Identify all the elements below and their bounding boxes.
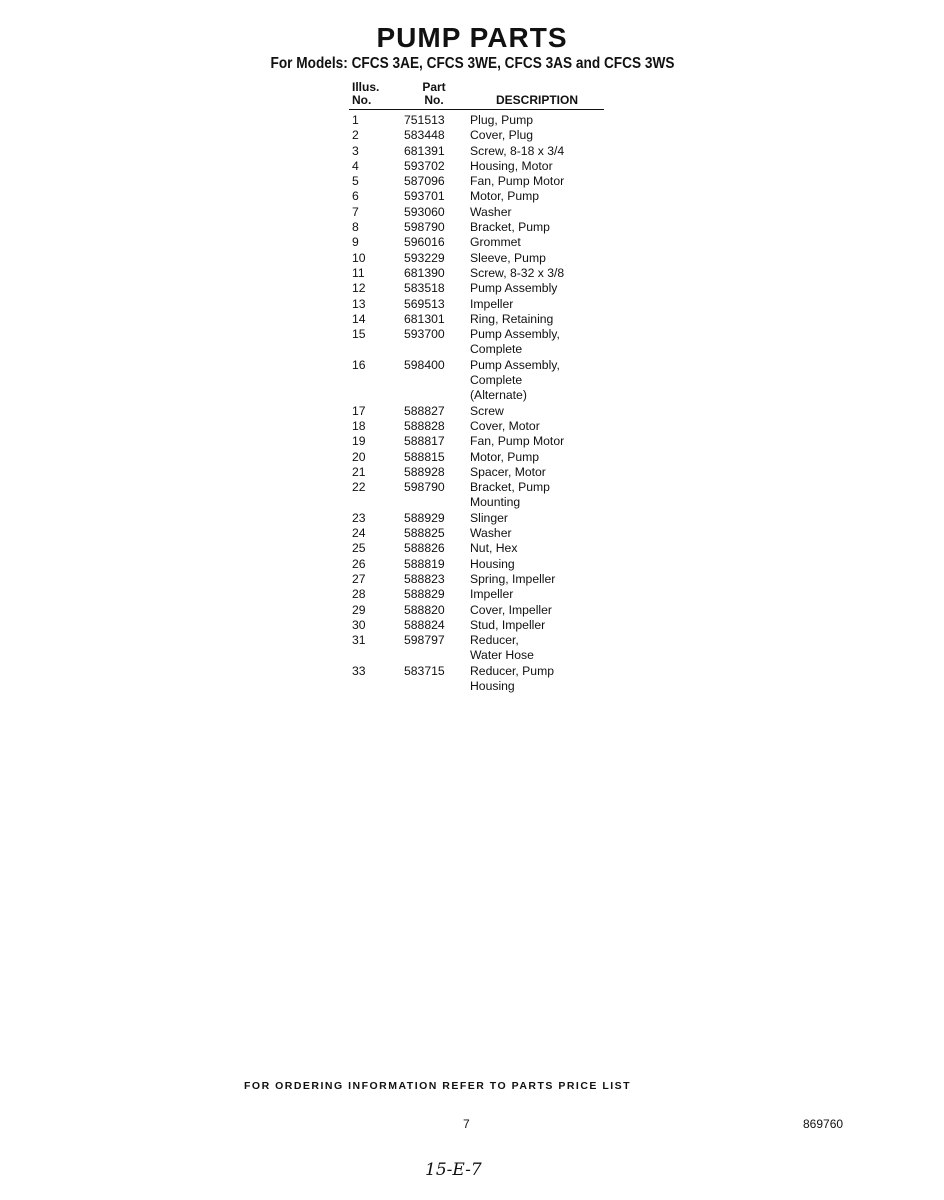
header-illus-no: Illus. No. [352,80,380,107]
part-no-cell: 593060 [404,204,445,219]
table-row [349,419,604,434]
table-row [349,541,604,556]
table-body [349,110,604,695]
description-cell: Motor, Pump [470,189,540,204]
description-cell: Pump Assembly [470,281,558,296]
description-cell: Cover, Motor [470,418,540,433]
description-cell: Nut, Hex [470,541,518,556]
description-cell: Plug, Pump [470,113,534,127]
part-no-cell: 583715 [404,663,445,678]
illus-no-cell: 28 [352,587,366,602]
part-no-cell: 593701 [404,189,445,204]
description-cell: Screw [470,403,504,418]
part-no-cell: 751513 [404,113,445,127]
part-no-cell: 588824 [404,617,445,632]
description-cell: Bracket, Pump Mounting [470,480,550,510]
table-row [349,526,604,541]
description-cell: Ring, Retaining [470,311,554,326]
part-no-cell: 569513 [404,296,445,311]
table-row [349,327,604,358]
table-row [349,587,604,602]
description-cell: Pump Assembly, Complete (Alternate) [470,357,560,403]
illus-no-cell: 18 [352,418,366,433]
part-no-cell: 588827 [404,403,445,418]
table-row [349,358,604,404]
header-part-no: Part No. [422,80,446,107]
table-row [349,480,604,511]
part-no-cell: 583518 [404,281,445,296]
part-no-cell: 588828 [404,418,445,433]
description-cell: Housing [470,556,515,571]
illus-no-cell: 7 [352,204,359,219]
table-row [349,557,604,572]
table-row [349,450,604,465]
description-cell: Fan, Pump Motor [470,174,565,189]
illus-no-cell: 15 [352,327,366,342]
part-no-cell: 588819 [404,556,445,571]
illus-no-cell: 11 [352,265,365,280]
part-no-cell: 681390 [404,265,445,280]
description-cell: Grommet [470,235,521,250]
illus-no-cell: 31 [352,633,366,648]
illus-no-cell: 25 [352,541,366,556]
table-row [349,434,604,449]
part-no-cell: 588826 [404,541,445,556]
part-no-cell: 598790 [404,480,445,495]
illus-no-cell: 27 [352,571,366,586]
illus-no-cell: 21 [352,464,366,479]
illus-no-cell: 3 [352,143,359,158]
table-row [349,251,604,266]
illus-no-cell: 23 [352,510,366,525]
illus-no-cell: 5 [352,174,359,189]
part-no-cell: 588929 [404,510,445,525]
table-row [349,603,604,618]
illus-no-cell: 9 [352,235,359,250]
part-no-cell: 593700 [404,327,445,342]
description-cell: Reducer, Water Hose [470,633,534,663]
illus-no-cell: 17 [352,403,366,418]
table-row [349,128,604,143]
table-row [349,465,604,480]
illus-no-cell: 13 [352,296,366,311]
illus-no-cell: 14 [352,311,366,326]
part-no-cell: 593229 [404,250,445,265]
part-no-cell: 681391 [404,143,445,158]
table-row [349,159,604,174]
description-cell: Impeller [470,587,514,602]
description-cell: Slinger [470,510,508,525]
page-title: PUMP PARTS [376,22,568,53]
part-no-cell: 588817 [404,434,445,449]
illus-no-cell: 22 [352,480,366,495]
table-row [349,144,604,159]
table-header-row [349,81,604,110]
header-description: DESCRIPTION [495,93,578,107]
illus-no-cell: 26 [352,556,366,571]
handwritten-mark: 15-E-7 [425,1160,482,1180]
part-no-cell: 588823 [404,571,445,586]
illus-no-cell: 2 [352,128,359,143]
description-cell: Pump Assembly, Complete [470,327,560,357]
table-row [349,220,604,235]
table-row [349,266,604,281]
illus-no-cell: 30 [352,617,366,632]
table-row [349,511,604,526]
table-row [349,281,604,296]
description-cell: Sleeve, Pump [470,250,546,265]
description-cell: Bracket, Pump [470,220,550,235]
description-cell: Motor, Pump [470,449,540,464]
table-row [349,618,604,633]
table-row [349,633,604,664]
page-number: 7 [463,1117,470,1131]
table-header [349,81,604,110]
table-row [349,110,604,129]
part-no-cell: 587096 [404,174,445,189]
document-code: 869760 [803,1117,844,1131]
illus-no-cell: 4 [352,158,359,173]
illus-no-cell: 24 [352,526,366,541]
description-cell: Impeller [470,296,514,311]
parts-table [349,81,604,694]
illus-no-cell: 1 [352,113,359,127]
table-row [349,174,604,189]
table-row [349,404,604,419]
description-cell: Reducer, Pump Housing [470,663,555,693]
part-no-cell: 596016 [404,235,445,250]
description-cell: Spring, Impeller [470,571,556,586]
description-cell: Washer [470,526,512,541]
description-cell: Cover, Impeller [470,602,552,617]
description-cell: Cover, Plug [470,128,534,143]
part-no-cell: 593702 [404,158,445,173]
description-cell: Spacer, Motor [470,464,546,479]
table-row [349,297,604,312]
ordering-info-note: FOR ORDERING INFORMATION REFER TO PARTS PRICE LIST [244,1080,632,1092]
part-no-cell: 588829 [404,587,445,602]
table-row [349,572,604,587]
illus-no-cell: 29 [352,602,366,617]
part-no-cell: 681301 [404,311,445,326]
part-no-cell: 588825 [404,526,445,541]
illus-no-cell: 20 [352,449,366,464]
part-no-cell: 588928 [404,464,445,479]
illus-no-cell: 19 [352,434,366,449]
description-cell: Screw, 8-32 x 3/8 [470,265,565,280]
illus-no-cell: 6 [352,189,359,204]
part-no-cell: 598797 [404,633,445,648]
illus-no-cell: 10 [352,250,366,265]
models-subtitle: For Models: CFCS 3AE, CFCS 3WE, CFCS 3AS and CFCS 3WS [270,55,675,72]
illus-no-cell: 8 [352,220,359,235]
illus-no-cell: 33 [352,663,366,678]
illus-no-cell: 12 [352,281,366,296]
table-row [349,312,604,327]
table-row [349,189,604,204]
description-cell: Stud, Impeller [470,617,546,632]
description-cell: Screw, 8-18 x 3/4 [470,143,565,158]
description-cell: Housing, Motor [470,158,553,173]
description-cell: Fan, Pump Motor [470,434,565,449]
table-row [349,235,604,250]
part-no-cell: 598400 [404,357,445,372]
table-row [349,664,604,695]
part-no-cell: 588815 [404,449,445,464]
description-cell: Washer [470,204,512,219]
part-no-cell: 588820 [404,602,445,617]
table-row [349,205,604,220]
part-no-cell: 583448 [404,128,445,143]
part-no-cell: 598790 [404,220,445,235]
illus-no-cell: 16 [352,357,366,372]
